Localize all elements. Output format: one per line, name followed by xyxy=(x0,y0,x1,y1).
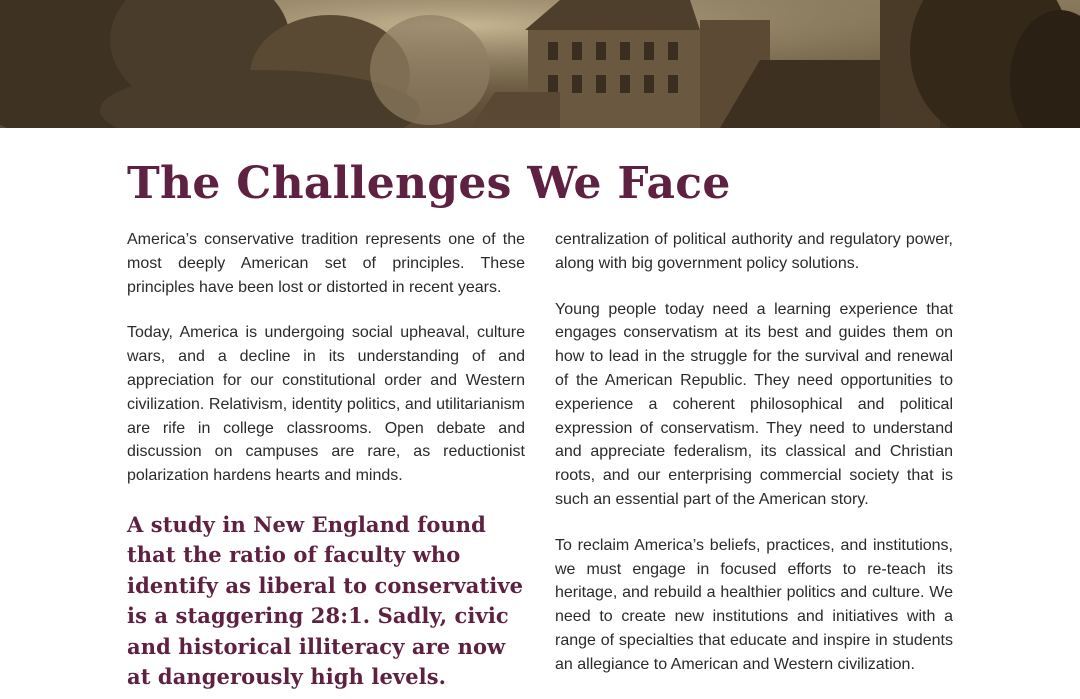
left-column xyxy=(127,228,525,693)
body-paragraph: centralization of political authority and regulatory power, along with big government policy solutions. xyxy=(555,231,953,272)
body-paragraph: Young people today need a learning experience that engages conservatism at its best and guides them on how to lead in the struggle for the survival and renewal of the American Republic. They need opportunities to experience a coherent philosophical and political expression of conservatism. They need to understand and appreciate federalism, its classical and Christian roots, and our enterprising commercial society that is such an essential part of the American story. xyxy=(555,300,953,508)
body-paragraph: America’s conservative tradition represents one of the most deeply American set of principles. These principles have been lost or distorted in recent years. xyxy=(127,231,525,296)
sepia-building-illustration xyxy=(0,0,1080,128)
hero-banner-image xyxy=(0,0,1080,128)
body-paragraph: Today, America is undergoing social upheaval, culture wars, and a decline in its understanding of and appreciation for our constitutional order and Western civilization. Relativism, identity politics, and utilitarianism are rife in college classrooms. Open debate and discussion on campuses are rare, as reductionist polarization hardens hearts and minds. xyxy=(127,324,525,485)
right-column xyxy=(555,228,953,699)
page-title: The Challenges We Face xyxy=(127,158,731,209)
body-paragraph: To reclaim America’s beliefs, practices, and institutions, we must engage in focused efforts to re-teach its heritage, and rebuild a healthier politics and culture. We need to create new institutions and initiatives with a range of specialties that educate and inspire in students an allegiance to American and Western civilization. xyxy=(555,536,953,673)
pull-quote: A study in New England found that the ratio of faculty who identify as liberal to conservative is a staggering 28:1. Sadly, civic and historical illiteracy are now at dangerously high levels. xyxy=(127,511,524,690)
